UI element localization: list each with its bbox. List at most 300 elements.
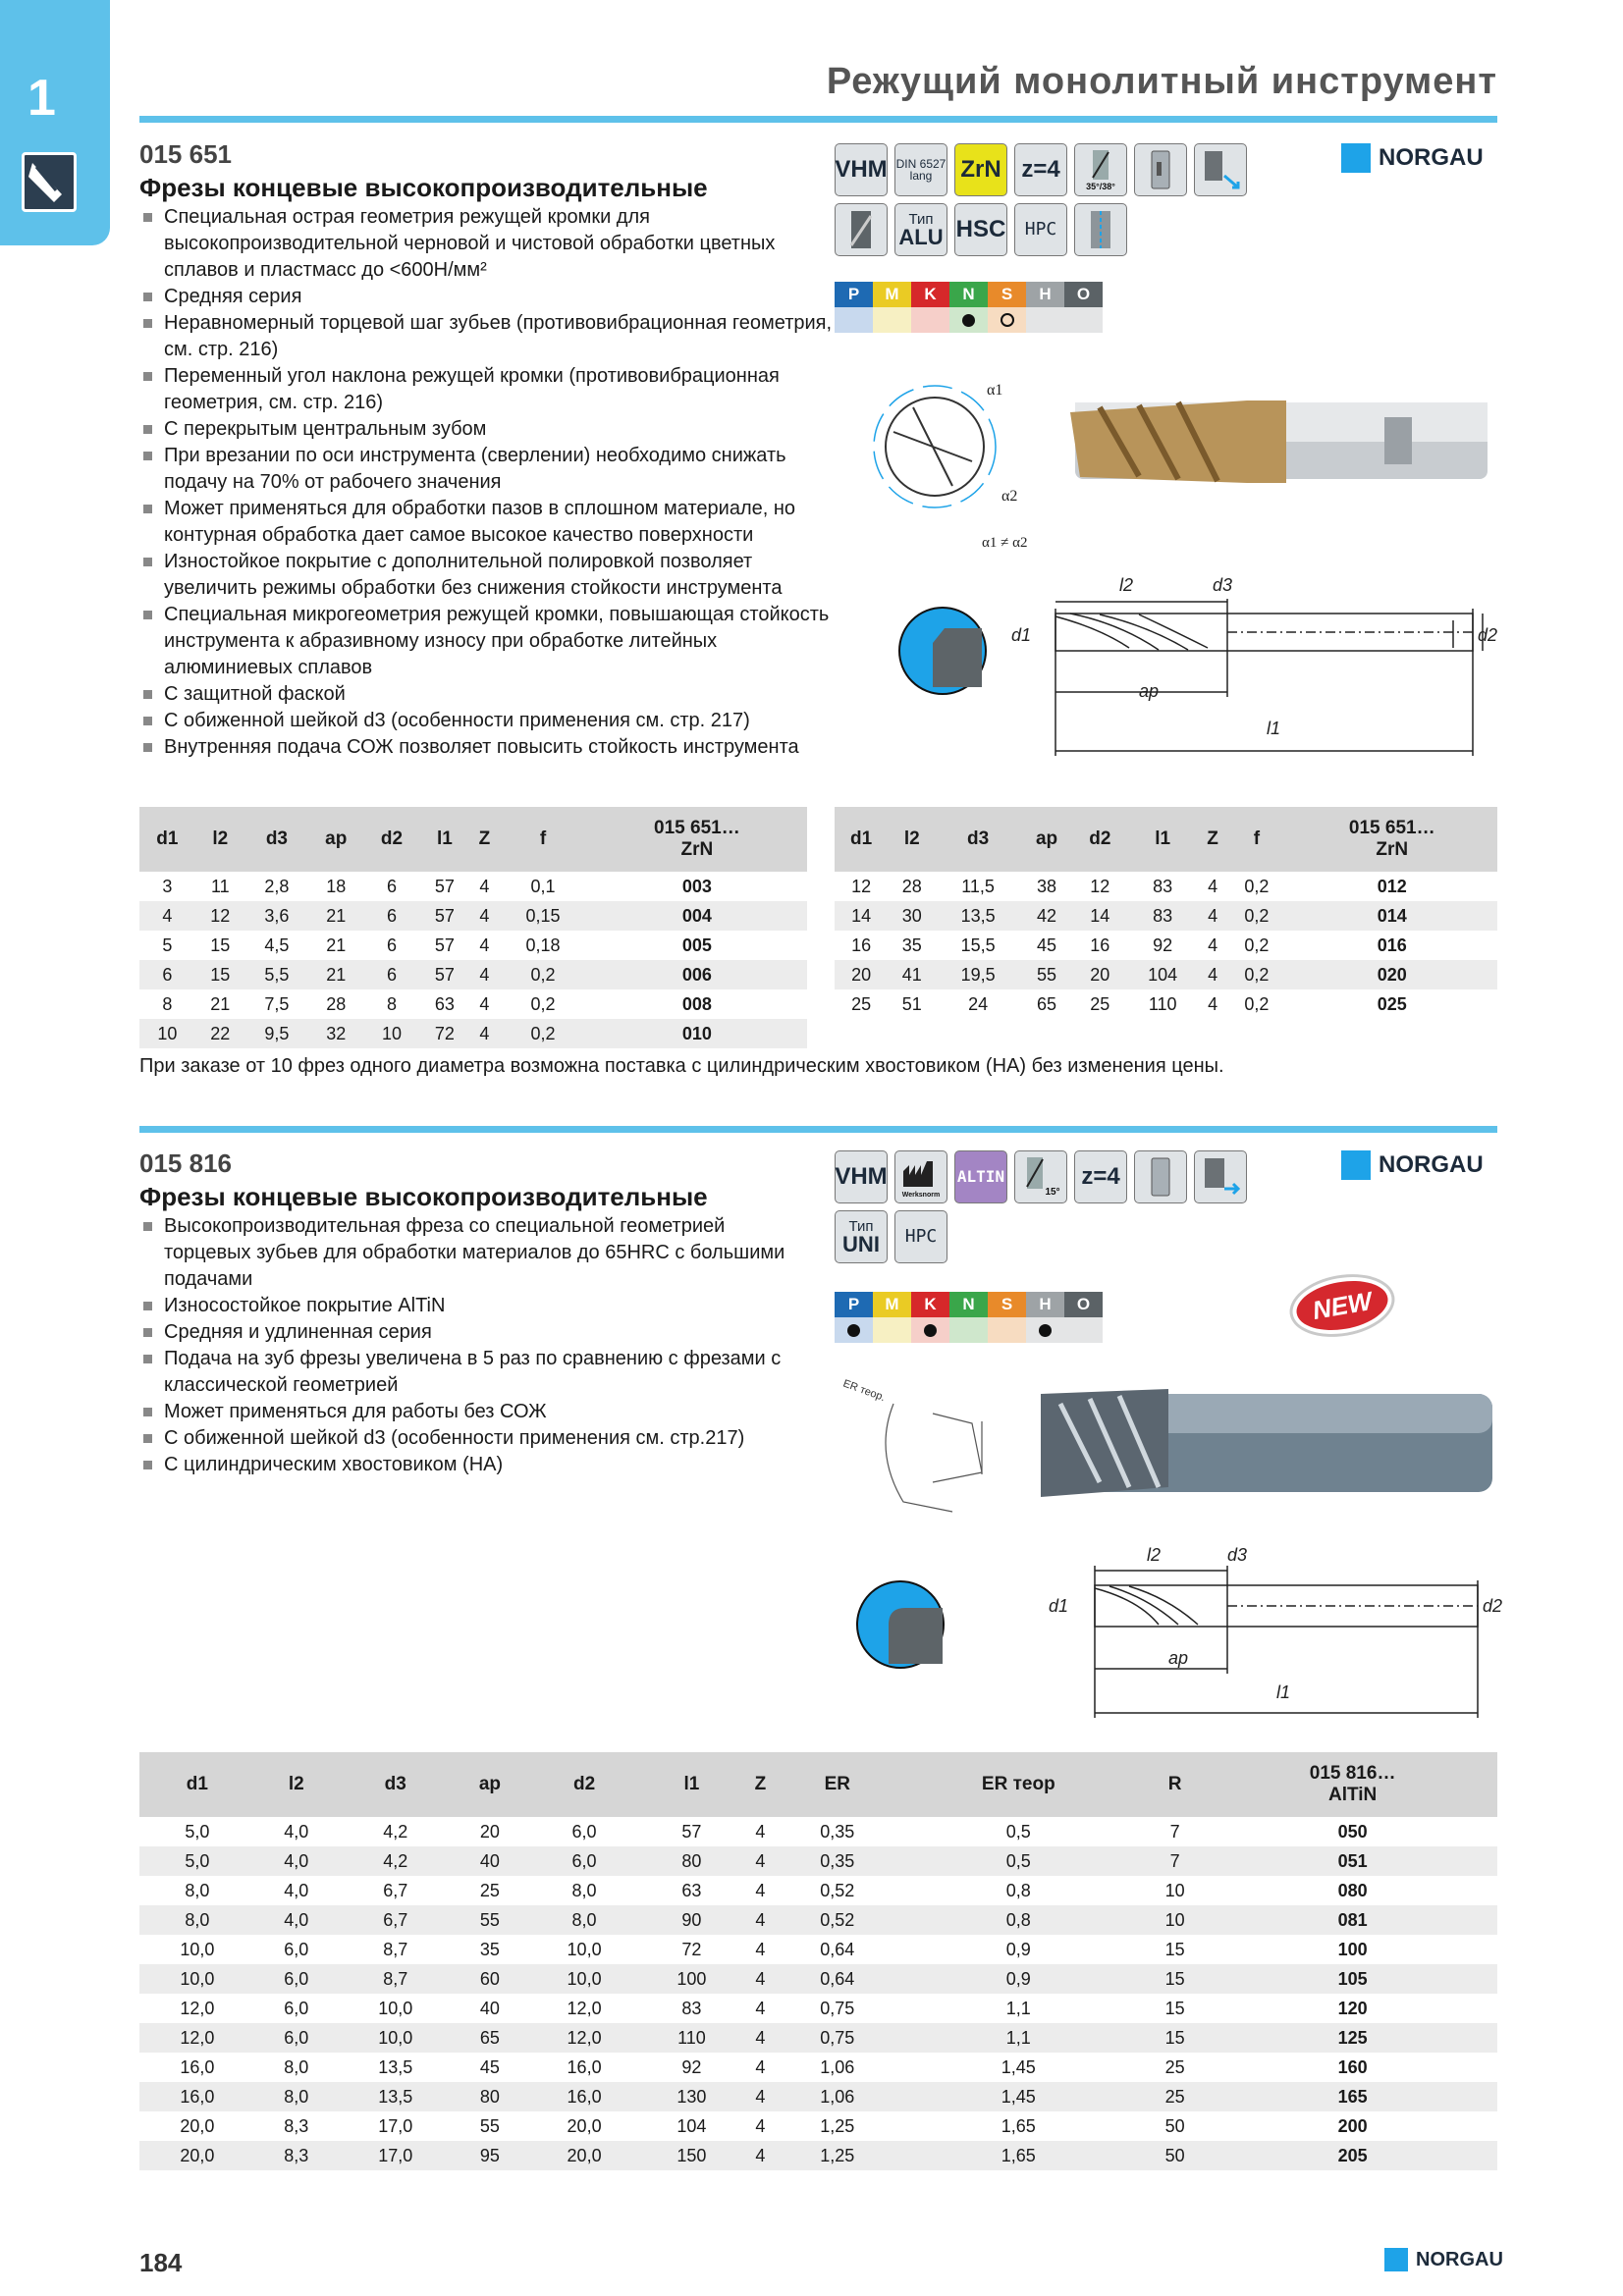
table-cell: 110 <box>1148 993 1177 1014</box>
table-cell: 6,0 <box>526 1846 642 1876</box>
table-cell: 4 <box>755 1998 766 2018</box>
table-row <box>139 2053 1497 2082</box>
footer-brand-logo: NORGAU <box>1384 2248 1503 2271</box>
table-cell: 4 <box>741 1905 780 1935</box>
material-h: H <box>1026 282 1064 307</box>
table-cell: 40 <box>479 1998 500 2018</box>
table-row <box>139 931 807 960</box>
table-cell: 1,1 <box>895 2023 1142 2053</box>
table-cell: 4 <box>741 2082 780 2111</box>
table-cell: 6,0 <box>255 2023 338 2053</box>
table-cell: 50 <box>1142 2141 1208 2170</box>
table-cell: 35 <box>479 1939 500 1959</box>
table-cell: 4,0 <box>284 1880 309 1900</box>
table-cell: 0,8 <box>1005 1880 1031 1900</box>
table-cell: 003 <box>681 876 712 896</box>
table-cell: 50 <box>1164 2115 1185 2136</box>
table-cell: 14 <box>835 901 888 931</box>
table-cell: 25 <box>1164 2056 1185 2077</box>
table-row <box>139 1905 1497 1935</box>
material-k: K <box>911 1292 949 1317</box>
table-cell: 080 <box>1337 1880 1368 1900</box>
table-row <box>139 960 807 989</box>
table-cell: 1,25 <box>780 2141 895 2170</box>
coolant-icon <box>1074 203 1127 256</box>
table-cell: 0,1 <box>530 876 556 896</box>
table-cell: 205 <box>1208 2141 1497 2170</box>
table-cell: 1,65 <box>1001 2115 1036 2136</box>
table-cell: 4 <box>755 1821 766 1842</box>
table-cell: 4 <box>470 960 500 989</box>
table-cell: 16,0 <box>567 2056 602 2077</box>
table-cell: 45 <box>479 2056 500 2077</box>
table-cell: 4 <box>1208 934 1218 955</box>
table-cell: 4 <box>741 1846 780 1876</box>
altin-coating-icon: ALTIN <box>954 1150 1007 1203</box>
svg-text:ap: ap <box>1139 681 1160 701</box>
table-cell: 4 <box>755 2056 766 2077</box>
table-cell: 0,75 <box>780 2023 895 2053</box>
table-cell: 0,9 <box>1005 1939 1031 1959</box>
table-cell: 4 <box>1208 876 1218 896</box>
material-o: O <box>1064 282 1103 307</box>
svg-text:d1: d1 <box>1049 1596 1069 1616</box>
table-cell: 12 <box>195 901 245 931</box>
table-cell: 7 <box>1169 1821 1180 1842</box>
table-row <box>835 931 1497 960</box>
feature-item: Изностойкое покрытие с дополнительной полировкой позволяет увеличить режимы обработки без снижения стойкости инструмента <box>139 549 837 602</box>
material-n: N <box>949 1292 988 1317</box>
svg-text:α2: α2 <box>1001 488 1018 505</box>
table-cell: 38 <box>1037 876 1057 896</box>
table-row <box>139 1964 1497 1994</box>
table-cell: 65 <box>454 2023 527 2053</box>
svg-text:α1 ≠ α2: α1 ≠ α2 <box>982 535 1028 551</box>
din-icon: DIN 6527 lang <box>894 143 947 196</box>
table-cell: 8,0 <box>139 1905 255 1935</box>
material-o: O <box>1064 1292 1103 1317</box>
table-cell: 050 <box>1337 1821 1368 1842</box>
table-cell: 0,2 <box>1244 993 1270 1014</box>
table-row <box>835 989 1497 1019</box>
feature-item: С обиженной шейкой d3 (особенности применения см. стр.217) <box>139 1425 817 1452</box>
table-cell: 63 <box>434 993 455 1014</box>
table-cell: 008 <box>681 993 712 1014</box>
tool-photo-blue <box>1041 1389 1492 1497</box>
svg-text:α1: α1 <box>987 382 1003 399</box>
feature-item: Переменный угол наклона режущей кромки (противовибрационная геометрия, см. стр. 216) <box>139 363 837 416</box>
table-row <box>835 960 1497 989</box>
table-row <box>835 872 1497 901</box>
section-rule <box>139 1126 1497 1133</box>
table-cell: 25 <box>1142 2082 1208 2111</box>
table-cell: 4 <box>470 901 500 931</box>
feature-item: При врезании по оси инструмента (сверлении) необходимо снижать подачу на 70% от рабочего значения <box>139 443 837 496</box>
table-cell: 4,0 <box>284 1821 309 1842</box>
table-cell: 4 <box>1208 993 1218 1014</box>
table-row <box>139 901 807 931</box>
table-cell: 0,35 <box>780 1846 895 1876</box>
table-cell: 6 <box>386 934 397 955</box>
hpc-icon: HPC <box>1014 203 1067 256</box>
page-title: Режущий монолитный инструмент <box>826 61 1497 102</box>
svg-text:d3: d3 <box>1213 575 1233 595</box>
table-cell: 15 <box>1142 2023 1208 2053</box>
table-cell: 8,3 <box>255 2141 338 2170</box>
table-cell: 0,75 <box>820 1998 855 2018</box>
table-row <box>139 1019 807 1048</box>
table-cell: 100 <box>642 1964 741 1994</box>
helix-angle-icon <box>1014 1150 1067 1203</box>
table-cell: 20,0 <box>567 2115 602 2136</box>
article-code: 015 816 <box>139 1148 232 1178</box>
table-cell: 16,0 <box>180 2056 215 2077</box>
feature-item: С перекрытым центральным зубом <box>139 416 837 443</box>
table-cell: 8,0 <box>284 2056 309 2077</box>
table-cell: 9,5 <box>245 1019 308 1048</box>
svg-text:l1: l1 <box>1267 719 1281 738</box>
table-cell: 6,7 <box>383 1880 408 1900</box>
material-grid <box>835 282 1103 333</box>
table-cell: 83 <box>681 1998 702 2018</box>
table-cell: 005 <box>681 934 712 955</box>
feature-item: Неравномерный торцевой шаг зубьев (противовибрационная геометрия, см. стр. 216) <box>139 310 837 363</box>
table-cell: 16,0 <box>139 2082 255 2111</box>
table-cell: 0,2 <box>1244 934 1270 955</box>
table-cell: 10,0 <box>139 1964 255 1994</box>
feature-item: Подача на зуб фрезы увеличена в 5 раз по сравнению с фрезами с классической геометрией <box>139 1346 817 1399</box>
table-cell: 6,0 <box>284 1998 309 2018</box>
table-cell: 120 <box>1337 1998 1368 2018</box>
table-cell: 0,2 <box>499 1019 587 1048</box>
table-row <box>139 1876 1497 1905</box>
table-cell: 4 <box>755 2115 766 2136</box>
flute-icon <box>835 203 888 256</box>
feature-item: Износостойкое покрытие AlTiN <box>139 1293 817 1319</box>
shank-icon <box>1134 143 1187 196</box>
table-cell: 28 <box>326 993 347 1014</box>
table-cell: 6,0 <box>255 1964 338 1994</box>
table-cell: 4 <box>741 2141 780 2170</box>
suitability-dot <box>1039 1324 1052 1337</box>
table-cell: 8,0 <box>185 1880 210 1900</box>
section-title: Фрезы концевые высокопроизводительные <box>139 173 708 202</box>
suitability-dot <box>924 1324 937 1337</box>
table-cell: 6 <box>364 960 420 989</box>
table-cell: 20,0 <box>180 2115 215 2136</box>
table-cell: 8,7 <box>383 1939 408 1959</box>
table-cell: 4 <box>479 993 490 1014</box>
table-cell: 32 <box>308 1019 364 1048</box>
svg-text:ap: ap <box>1168 1648 1189 1668</box>
table-cell: 20 <box>835 960 888 989</box>
cross-section-drawing <box>874 382 1027 551</box>
table-row <box>139 1994 1497 2023</box>
table-cell: 8 <box>162 993 173 1014</box>
table-cell: 25 <box>479 1880 500 1900</box>
table-cell: 10,0 <box>180 1939 215 1959</box>
table-cell: 0,2 <box>499 960 587 989</box>
table-cell: 104 <box>676 2115 707 2136</box>
table-cell: 12,0 <box>180 1998 215 2018</box>
table-cell: 83 <box>1126 901 1198 931</box>
tool-photo-gold <box>1070 400 1488 483</box>
tool-diagram <box>835 1364 1502 1737</box>
material-h: H <box>1026 1292 1064 1317</box>
table-cell: 104 <box>1126 960 1198 989</box>
corner-chamfer-detail <box>899 608 986 694</box>
table-cell: 200 <box>1337 2115 1368 2136</box>
spec-table-right: d1 l2 d3 ap d2 l1 Z f 015 651… ZrN 12 28 11,5 38 12 83 4 0,2 012 14 30 13,5 42 14 83 4 0,2 014 16 35 15,5 45 16 92 4 0,2 016 20 41 19,5 55 20 104 4 0,2 020 25 51 24 65 25 110 4 0,2 025 <box>835 807 1497 1019</box>
table-cell: 3,6 <box>245 901 308 931</box>
table-cell: 55 <box>479 2115 500 2136</box>
property-icons <box>835 143 1257 256</box>
table-cell: 10,0 <box>526 1964 642 1994</box>
table-cell: 100 <box>1337 1939 1368 1959</box>
corner-radius-detail <box>857 1581 944 1668</box>
section-title: Фрезы концевые высокопроизводительные <box>139 1182 708 1211</box>
table-cell: 16,0 <box>526 2082 642 2111</box>
table-cell: 12,0 <box>139 2023 255 2053</box>
table-cell: 45 <box>1037 934 1057 955</box>
table-cell: 4 <box>470 1019 500 1048</box>
table-cell: 165 <box>1208 2082 1497 2111</box>
table-cell: 22 <box>195 1019 245 1048</box>
svg-text:l2: l2 <box>1119 575 1134 595</box>
table-cell: 0,64 <box>820 1939 855 1959</box>
table-cell: 8,0 <box>255 2082 338 2111</box>
table-cell: 13,5 <box>338 2082 454 2111</box>
table-cell: 4 <box>479 934 490 955</box>
table-cell: 57 <box>681 1821 702 1842</box>
table-cell: 11 <box>210 876 230 896</box>
table-cell: 95 <box>454 2141 527 2170</box>
table-cell: 57 <box>419 960 469 989</box>
table-cell: 010 <box>587 1019 807 1048</box>
table-cell: 0,2 <box>1226 960 1286 989</box>
table-cell: 55 <box>454 1905 527 1935</box>
vhm-icon: VHM <box>835 143 888 196</box>
table-cell: 081 <box>1208 1905 1497 1935</box>
order-note: При заказе от 10 фрез одного диаметра возможна поставка с цилиндрическим хвостовиком (HA) без изменения цены. <box>139 1055 1224 1077</box>
table-cell: 125 <box>1208 2023 1497 2053</box>
table-cell: 51 <box>901 993 922 1014</box>
table-cell: 10,0 <box>567 1939 602 1959</box>
table-cell: 55 <box>1020 960 1073 989</box>
table-cell: 6,0 <box>571 1821 597 1842</box>
table-row <box>139 2141 1497 2170</box>
table-cell: 006 <box>587 960 807 989</box>
page-number: 184 <box>139 2248 183 2277</box>
zrn-coating-icon: ZrN <box>954 143 1007 196</box>
table-cell: 72 <box>419 1019 469 1048</box>
table-cell: 12 <box>851 876 872 896</box>
table-cell: 11,5 <box>961 876 995 896</box>
feature-item: Может применяться для работы без СОЖ <box>139 1399 817 1425</box>
table-cell: 10,0 <box>338 2023 454 2053</box>
table-cell: 60 <box>454 1964 527 1994</box>
table-cell: 24 <box>968 993 989 1014</box>
svg-text:35°/38°: 35°/38° <box>1086 182 1115 191</box>
svg-text:Werksnorm: Werksnorm <box>901 1192 941 1199</box>
table-row <box>139 1846 1497 1876</box>
material-p: P <box>835 282 873 307</box>
table-cell: 92 <box>1153 934 1173 955</box>
feature-item: Средняя и удлиненная серия <box>139 1319 817 1346</box>
table-cell: 15 <box>195 960 245 989</box>
suitability-dot <box>962 314 975 327</box>
table-cell: 21 <box>210 993 231 1014</box>
feature-item: Специальная микрогеометрия режущей кромки, повышающая стойкость инструмента к абразивному износу при обработке литейных алюминиевых сплавов <box>139 602 837 681</box>
table-cell: 0,15 <box>499 901 587 931</box>
material-grid <box>835 1292 1103 1343</box>
feature-list <box>139 1213 817 1478</box>
table-cell: 35 <box>901 934 922 955</box>
table-cell: 10,0 <box>378 1998 413 2018</box>
property-icons <box>835 1150 1257 1263</box>
table-cell: 12 <box>1090 876 1110 896</box>
table-cell: 21 <box>308 901 364 931</box>
table-cell: 0,2 <box>1226 901 1286 931</box>
table-cell: 10 <box>139 1019 195 1048</box>
end-mill-icon <box>22 152 77 212</box>
table-cell: 4,0 <box>255 1846 338 1876</box>
table-cell: 4,2 <box>338 1846 454 1876</box>
feature-list <box>139 204 837 761</box>
table-cell: 4,2 <box>383 1821 408 1842</box>
table-cell: 1,45 <box>895 2082 1142 2111</box>
table-cell: 63 <box>681 1880 702 1900</box>
suitability-dot <box>847 1324 860 1337</box>
table-cell: 21 <box>308 960 364 989</box>
material-m: M <box>873 1292 911 1317</box>
table-cell: 15 <box>1164 1939 1185 1959</box>
suitability-ring <box>1001 313 1014 327</box>
svg-text:d1: d1 <box>1011 625 1032 645</box>
brand-logo: NORGAU <box>1341 143 1484 173</box>
table-row <box>139 1817 1497 1846</box>
table-cell: 0,52 <box>820 1880 855 1900</box>
table-cell: 25 <box>851 993 872 1014</box>
feature-item: Может применяться для обработки пазов в сплошном материале, но контурная обработка дает самое высокое качество поверхности <box>139 496 837 549</box>
table-cell: 28 <box>901 876 922 896</box>
table-cell: 57 <box>434 934 455 955</box>
table-cell: 0,9 <box>895 1964 1142 1994</box>
helix-angle-icon <box>1074 143 1127 196</box>
table-row <box>139 2082 1497 2111</box>
table-cell: 10 <box>1142 1905 1208 1935</box>
table-cell: 15 <box>210 934 231 955</box>
article-code: 015 651 <box>139 139 232 169</box>
table-cell: 025 <box>1377 993 1407 1014</box>
table-cell: 7 <box>1142 1846 1208 1876</box>
table-cell: 0,2 <box>530 993 556 1014</box>
table-cell: 14 <box>1073 901 1126 931</box>
table-cell: 17,0 <box>378 2115 413 2136</box>
table-cell: 10 <box>364 1019 420 1048</box>
table-cell: 014 <box>1287 901 1498 931</box>
table-cell: 21 <box>326 934 347 955</box>
table-cell: 15,5 <box>960 934 996 955</box>
table-cell: 110 <box>642 2023 741 2053</box>
table-cell: 4,0 <box>255 1905 338 1935</box>
material-s: S <box>988 1292 1026 1317</box>
table-cell: 0,35 <box>820 1821 855 1842</box>
table-cell: 020 <box>1287 960 1498 989</box>
material-m: M <box>873 282 911 307</box>
table-cell: 72 <box>681 1939 702 1959</box>
table-cell: 5,5 <box>245 960 308 989</box>
brand-logo: NORGAU <box>1341 1150 1484 1180</box>
material-k: K <box>911 282 949 307</box>
table-cell: 4 <box>755 1880 766 1900</box>
table-cell: 051 <box>1208 1846 1497 1876</box>
spec-table: d1 l2 d3 ap d2 l1 Z ER ER теор R 015 816… AlTiN 5,0 4,0 4,2 20 6,0 57 4 0,35 0,5 7 050 5,0 4,0 4,2 40 6,0 80 4 0,35 0,5 7 051 8,0 4,0 6,7 25 8,0 63 4 0,52 0,8 10 080 8,0 4,0 6,7 55 8,0 90 4 0,52 0,8 10 081 10,0 6,0 8,7 35 10,0 72 4 0,64 0,9 15 100 10,0 6,0 8,7 60 10,0 100 4 0,64 0,9 15 105 12,0 6,0 10,0 40 12,0 83 4 0,75 1,1 15 120 12,0 6,0 10,0 65 12,0 110 4 0,75 1,1 15 125 16,0 8,0 13,5 45 16,0 92 4 1,06 1,45 25 160 16,0 8,0 13,5 80 16,0 130 4 1,06 1,45 25 165 20,0 8,3 17,0 55 20,0 104 4 1,25 1,65 50 200 20,0 8,3 17,0 95 20,0 150 4 1,25 1,65 50 205 <box>139 1752 1497 2170</box>
table-cell: 6 <box>386 876 397 896</box>
material-p: P <box>835 1292 873 1317</box>
table-cell: 6 <box>139 960 195 989</box>
svg-text:d2: d2 <box>1478 625 1498 645</box>
feature-item: С обиженной шейкой d3 (особенности применения см. стр. 217) <box>139 708 837 734</box>
table-cell: 8,7 <box>338 1964 454 1994</box>
vhm-icon: VHM <box>835 1150 888 1203</box>
feature-item: Внутренняя подача СОЖ позволяет повысить стойкость инструмента <box>139 734 837 761</box>
table-cell: 13,5 <box>936 901 1020 931</box>
table-cell: 4 <box>1199 960 1226 989</box>
table-cell: 20 <box>479 1821 500 1842</box>
feature-item: С защитной фаской <box>139 681 837 708</box>
table-cell: 20,0 <box>526 2141 642 2170</box>
table-cell: 105 <box>1208 1964 1497 1994</box>
teeth-count-icon: z=4 <box>1074 1150 1127 1203</box>
type-alu-icon: Тип ALU <box>894 203 947 256</box>
table-cell: 1,06 <box>780 2082 895 2111</box>
table-cell: 4 <box>479 876 490 896</box>
table-cell: 2,8 <box>264 876 290 896</box>
table-cell: 20 <box>1073 960 1126 989</box>
header-rule <box>139 116 1497 123</box>
table-row <box>139 2023 1497 2053</box>
table-cell: 65 <box>1037 993 1057 1014</box>
table-cell: 17,0 <box>338 2141 454 2170</box>
table-cell: 40 <box>454 1846 527 1876</box>
tool-diagram <box>835 363 1502 756</box>
table-cell: 4 <box>139 901 195 931</box>
svg-text:l1: l1 <box>1276 1682 1291 1702</box>
table-cell: 41 <box>888 960 936 989</box>
table-cell: 0,5 <box>1005 1821 1031 1842</box>
shank-icon <box>1134 1150 1187 1203</box>
table-cell: 5,0 <box>185 1821 210 1842</box>
table-cell: 3 <box>162 876 173 896</box>
table-cell: 15 <box>1164 1998 1185 2018</box>
table-cell: 1,65 <box>895 2141 1142 2170</box>
feed-direction-icon <box>1194 1150 1247 1203</box>
table-cell: 13,5 <box>378 2056 413 2077</box>
table-cell: 83 <box>1153 876 1173 896</box>
table-cell: 6,0 <box>284 1939 309 1959</box>
feature-item: Специальная острая геометрия режущей кромки для высокопроизводительной черновой и чистовой обработки цветных сплавов и пластмасс до <600Н/мм² <box>139 204 837 284</box>
table-cell: 0,2 <box>1244 876 1270 896</box>
table-cell: 92 <box>681 2056 702 2077</box>
material-n: N <box>949 282 988 307</box>
table-row <box>139 989 807 1019</box>
table-cell: 42 <box>1020 901 1073 931</box>
svg-text:15°: 15° <box>1045 1187 1060 1198</box>
table-row <box>835 901 1497 931</box>
table-cell: 16 <box>1090 934 1110 955</box>
table-cell: 4 <box>1199 901 1226 931</box>
